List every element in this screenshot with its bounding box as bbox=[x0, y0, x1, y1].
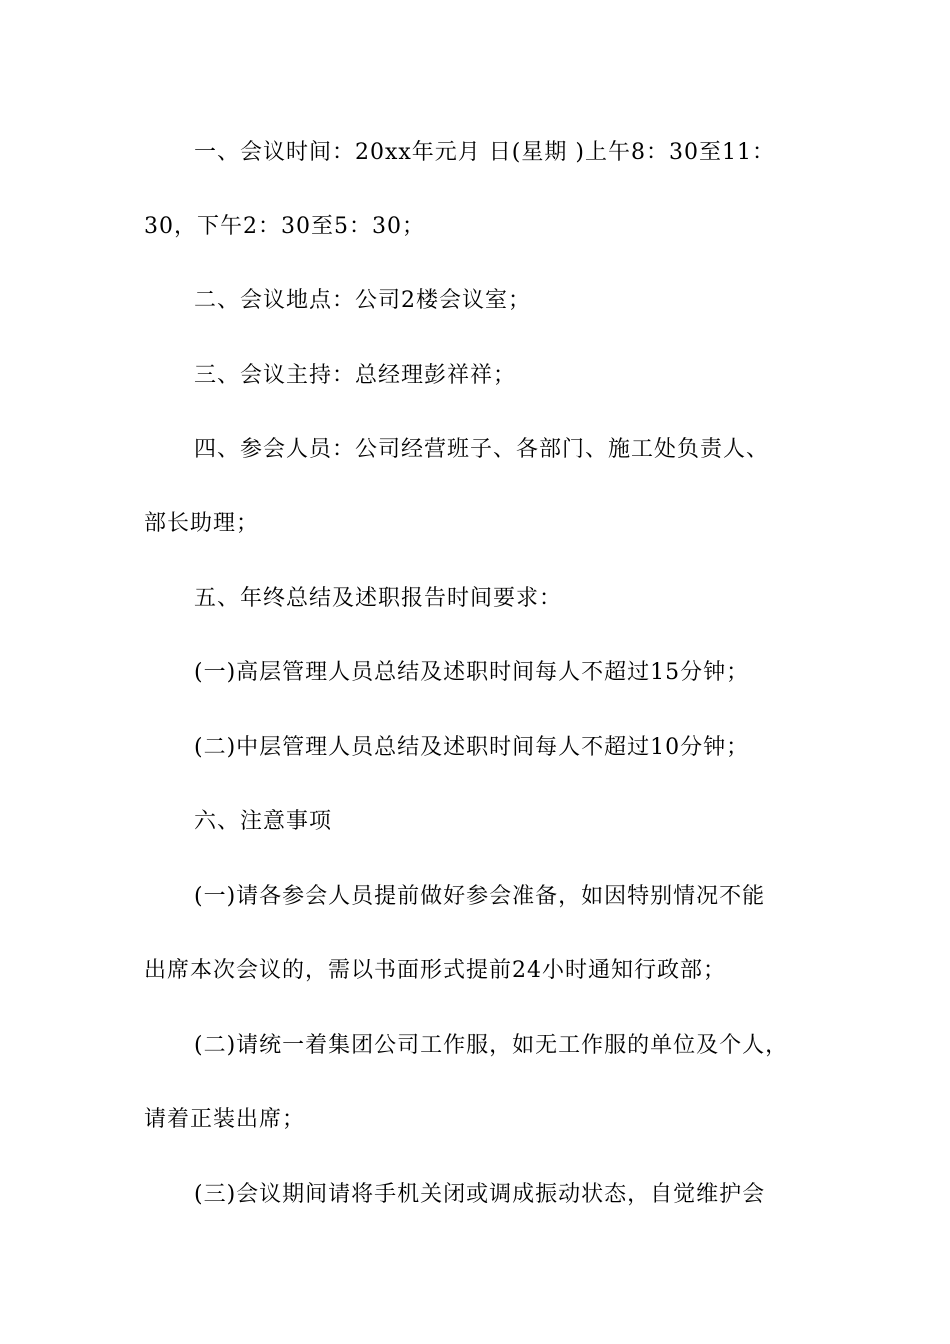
meeting-time-line: 一、会议时间：20xx年元月 日(星期 )上午8：30至11： bbox=[194, 140, 775, 165]
attendees-continuation: 部长助理； bbox=[144, 511, 260, 536]
meeting-time-continuation: 30，下午2：30至5：30； bbox=[144, 214, 425, 239]
report-time-heading: 五、年终总结及述职报告时间要求： bbox=[194, 586, 563, 611]
note-2-continuation: 请着正装出席； bbox=[144, 1107, 306, 1132]
middle-report-time-line: (二)中层管理人员总结及述职时间每人不超过10分钟； bbox=[194, 735, 750, 760]
attendees-line: 四、参会人员：公司经营班子、各部门、施工处负责人、 bbox=[194, 437, 770, 462]
meeting-host-line: 三、会议主持：总经理彭祥祥； bbox=[194, 363, 517, 388]
notes-heading: 六、注意事项 bbox=[194, 809, 333, 834]
meeting-location-line: 二、会议地点：公司2楼会议室； bbox=[194, 288, 531, 313]
note-3-line: (三)会议期间请将手机关闭或调成振动状态，自觉维护会 bbox=[194, 1182, 766, 1207]
note-1-continuation: 出席本次会议的，需以书面形式提前24小时通知行政部； bbox=[144, 958, 726, 983]
note-1-line: (一)请各参会人员提前做好参会准备，如因特别情况不能 bbox=[194, 884, 766, 909]
note-2-line: (二)请统一着集团公司工作服，如无工作服的单位及个人， bbox=[194, 1033, 789, 1058]
senior-report-time-line: (一)高层管理人员总结及述职时间每人不超过15分钟； bbox=[194, 660, 750, 685]
